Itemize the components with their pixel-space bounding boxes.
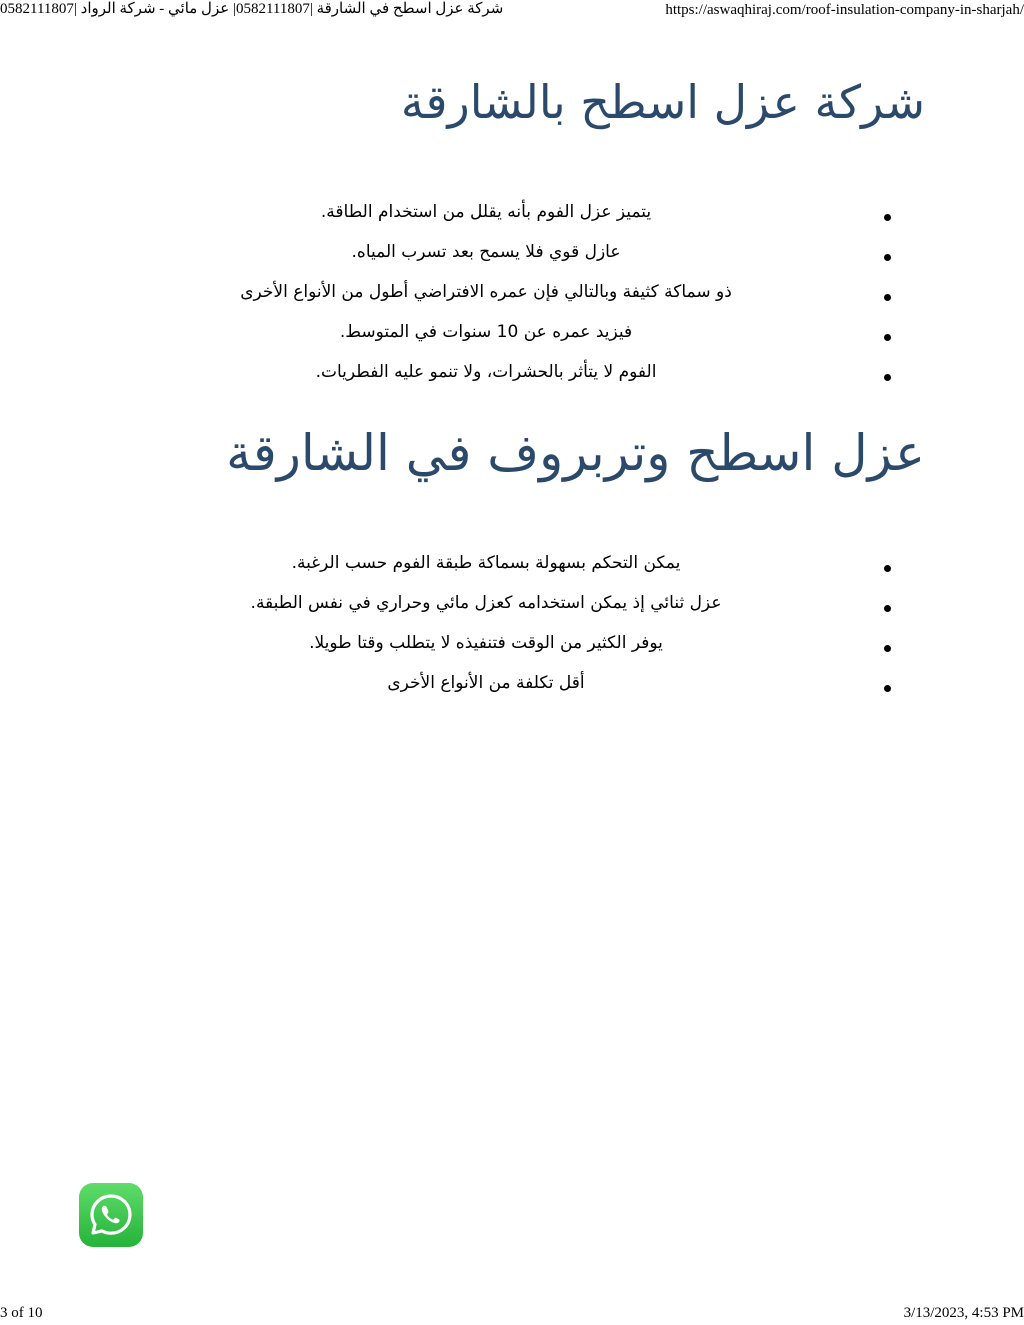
list-item-text: يتميز عزل الفوم بأنه يقلل من استخدام الطاقة. <box>320 202 652 222</box>
list-item-text: أقل تكلفة من الأنواع الأخرى <box>387 673 585 693</box>
list-item-text: يمكن التحكم بسهولة بسماكة طبقة الفوم حسب الرغبة. <box>291 553 681 573</box>
list-item <box>0 320 1024 360</box>
list-item-text: فيزيد عمره عن 10 سنوات في المتوسط. <box>339 322 633 342</box>
whatsapp-icon <box>86 1190 136 1240</box>
list-item <box>0 591 1024 631</box>
bullet-icon <box>884 374 891 381</box>
benefits-list-waterproofing <box>0 551 1024 711</box>
list-item-text: يوفر الكثير من الوقت فتنفيذه لا يتطلب وقتا طويلا. <box>309 633 663 653</box>
print-footer-page-number: 3 of 10 <box>0 1305 43 1321</box>
bullet-icon <box>884 334 891 341</box>
list-item-text: عزل ثنائي إذ يمكن استخدامه كعزل مائي وحراري في نفس الطبقة. <box>250 593 722 613</box>
print-footer-datetime: 3/13/2023, 4:53 PM <box>903 1305 1024 1321</box>
section-heading-roof-waterproofing: عزل اسطح وتربروف في الشارقة <box>226 424 925 482</box>
bullet-icon <box>884 565 891 572</box>
bullet-icon <box>884 294 891 301</box>
bullet-icon <box>884 645 891 652</box>
bullet-icon <box>884 685 891 692</box>
list-item <box>0 671 1024 711</box>
benefits-list-foam <box>0 200 1024 400</box>
list-item-text: الفوم لا يتأثر بالحشرات، ولا تنمو عليه الفطريات. <box>315 362 657 382</box>
bullet-icon <box>884 214 891 221</box>
whatsapp-button[interactable] <box>79 1183 143 1247</box>
bullet-icon <box>884 605 891 612</box>
list-item <box>0 200 1024 240</box>
section-heading-roof-insulation-company: شركة عزل اسطح بالشارقة <box>400 75 925 129</box>
list-item <box>0 631 1024 671</box>
list-item-text: عازل قوي فلا يسمح بعد تسرب المياه. <box>351 242 621 262</box>
list-item <box>0 551 1024 591</box>
print-header-url: https://aswaqhiraj.com/roof-insulation-company-in-sharjah/ <box>665 2 1024 18</box>
bullet-icon <box>884 254 891 261</box>
print-header-title: شركة عزل اسطح في الشارقة |0582111807| عزل مائي - شركة الرواد |0582111807 <box>0 1 504 17</box>
list-item-text: ذو سماكة كثيفة وبالتالي فإن عمره الافتراضي أطول من الأنواع الأخرى <box>240 282 732 302</box>
list-item <box>0 360 1024 400</box>
list-item <box>0 280 1024 320</box>
list-item <box>0 240 1024 280</box>
